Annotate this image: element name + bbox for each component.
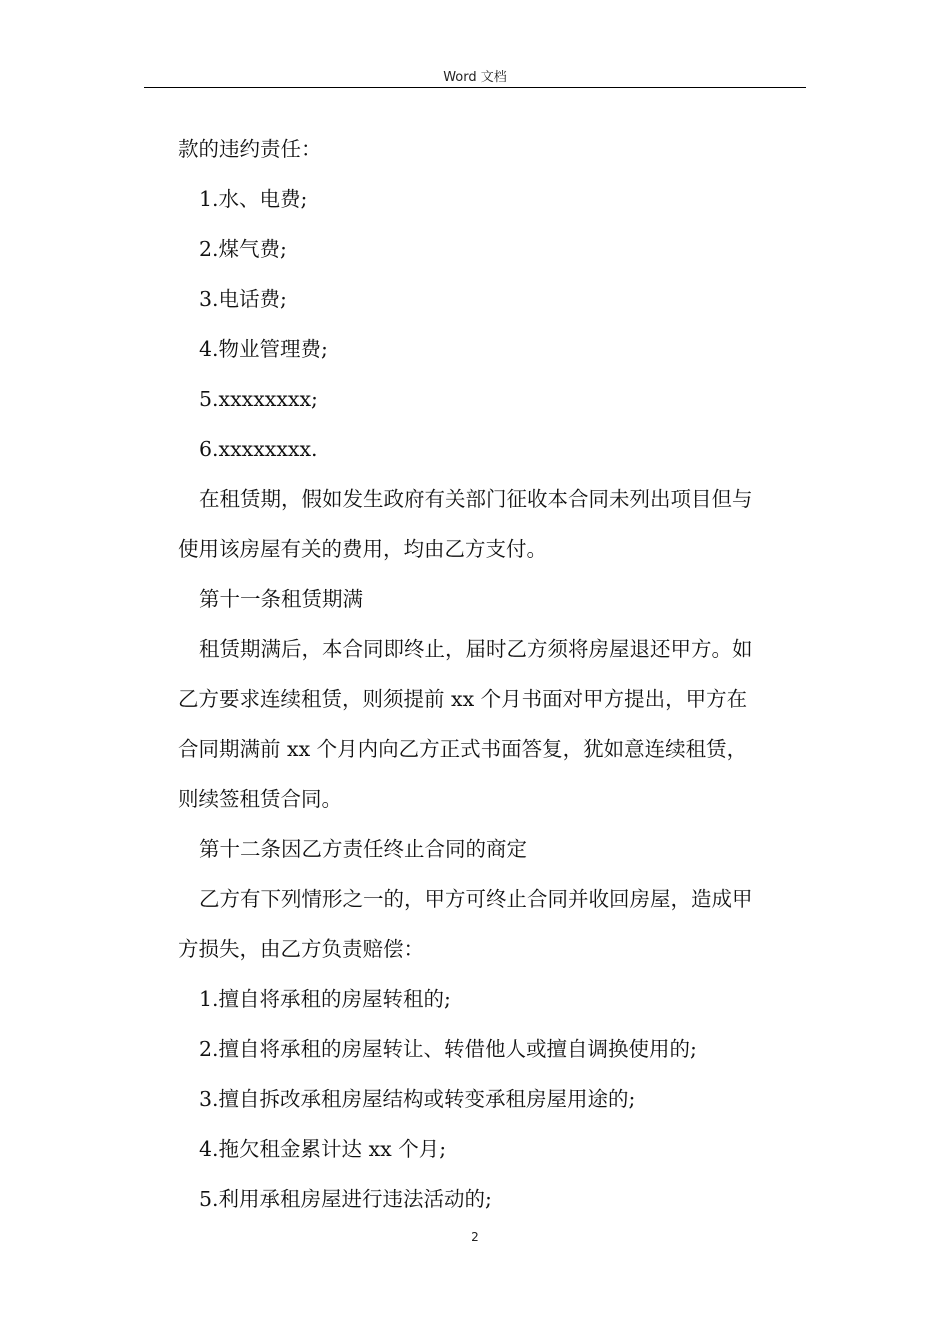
list-item: 2.擅自将承租的房屋转让、转借他人或擅自调换使用的;	[199, 1037, 697, 1061]
paragraph-line: 方损失，由乙方负责赔偿：	[178, 937, 424, 961]
list-item: 4.物业管理费;	[199, 337, 328, 361]
list-item: 6.xxxxxxxx.	[199, 437, 318, 461]
page-number: 2	[471, 1230, 479, 1244]
list-item: 1.水、电费;	[199, 187, 308, 211]
header-divider	[144, 87, 806, 88]
paragraph-line: 则续签租赁合同。	[178, 787, 342, 811]
paragraph-line: 乙方要求连续租赁，则须提前 xx 个月书面对甲方提出，甲方在	[178, 687, 748, 711]
list-item: 5.xxxxxxxx;	[199, 387, 318, 411]
document-body	[178, 131, 806, 1231]
paragraph-line: 在租赁期，假如发生政府有关部门征收本合同未列出项目但与	[199, 487, 753, 511]
section-heading: 第十二条因乙方责任终止合同的商定	[199, 837, 527, 861]
section-heading: 第十一条租赁期满	[199, 587, 363, 611]
list-item: 1.擅自将承租的房屋转租的;	[199, 987, 451, 1011]
list-item: 5.利用承租房屋进行违法活动的;	[199, 1187, 492, 1211]
paragraph-line: 租赁期满后，本合同即终止，届时乙方须将房屋退还甲方。如	[199, 637, 753, 661]
list-item: 4.拖欠租金累计达 xx 个月;	[199, 1137, 447, 1161]
list-item: 3.擅自拆改承租房屋结构或转变承租房屋用途的;	[199, 1087, 636, 1111]
list-item: 2.煤气费;	[199, 237, 287, 261]
page-header-title: Word 文档	[443, 70, 507, 85]
list-item: 3.电话费;	[199, 287, 287, 311]
paragraph-line: 使用该房屋有关的费用，均由乙方支付。	[178, 537, 547, 561]
paragraph-line: 合同期满前 xx 个月内向乙方正式书面答复，犹如意连续租赁，	[178, 737, 748, 761]
paragraph-line: 款的违约责任：	[178, 137, 322, 161]
paragraph-line: 乙方有下列情形之一的，甲方可终止合同并收回房屋，造成甲	[199, 887, 753, 911]
